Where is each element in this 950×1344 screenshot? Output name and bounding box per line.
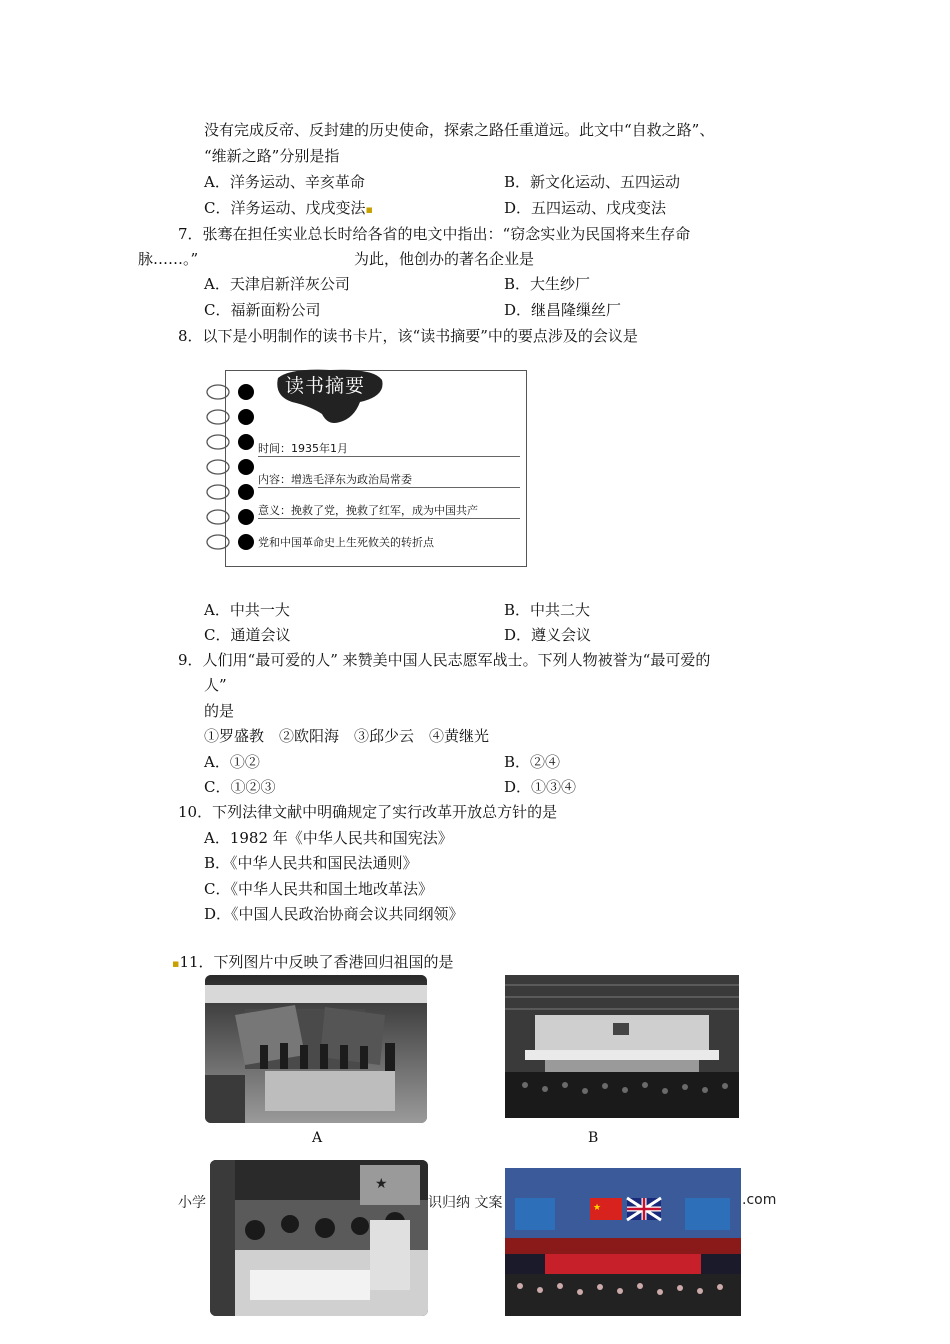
- card-row-content: 内容：增选毛泽东为政治局常委: [258, 472, 520, 488]
- q9-option-d: D．①③④: [504, 778, 577, 796]
- photo-b-caption: B: [588, 1130, 599, 1146]
- photo-a-scene-icon: [205, 975, 427, 1123]
- photo-c-scene-icon: [210, 1160, 428, 1316]
- q9-option-c: C．①②③: [204, 778, 276, 796]
- footer-right: .com: [742, 1192, 777, 1208]
- photo-b-scene-icon: [505, 975, 739, 1118]
- photo-b: [505, 975, 739, 1118]
- q6-option-d: D．五四运动、戊戌变法: [504, 199, 667, 217]
- svg-text:★: ★: [593, 1203, 602, 1213]
- q10-option-d: D．《中国人民政治协商会议共同纲领》: [204, 905, 464, 923]
- svg-text:★: ★: [375, 1176, 388, 1192]
- q8-option-d: D．遵义会议: [504, 626, 592, 644]
- q8-stem: 8．以下是小明制作的读书卡片，该“读书摘要”中的要点涉及的会议是: [178, 327, 638, 345]
- q10-option-c: C．《中华人民共和国土地改革法》: [204, 880, 433, 898]
- card-row-significance-cont: 党和中国革命史上生死攸关的转折点: [258, 536, 434, 549]
- marker-icon: ▪: [172, 957, 180, 970]
- q6-line1: 没有完成反帝、反封建的历史使命，探索之路任重道远。此文中“自救之路”、: [204, 121, 715, 139]
- photo-d: [505, 1168, 741, 1316]
- q8-option-c: C．通道会议: [204, 626, 291, 644]
- photo-a-caption: A: [312, 1130, 323, 1146]
- q9-option-a: A．①②: [204, 753, 260, 771]
- footer-left: 小学: [178, 1195, 206, 1211]
- q10-stem: 10．下列法律文献中明确规定了实行改革开放总方针的是: [178, 803, 558, 821]
- q9-line3: 的是: [204, 702, 235, 720]
- q6-option-c: C．洋务运动、戊戌变法▪: [204, 199, 373, 217]
- q6-option-a: A．洋务运动、辛亥革命: [204, 173, 365, 191]
- q7-line2b: 为此，他创办的著名企业是: [354, 250, 535, 268]
- card-row-time: 时间：1935年1月: [258, 441, 520, 457]
- q6-line2: “维新之路”分别是指: [204, 147, 340, 165]
- photo-c: [210, 1160, 428, 1316]
- footer-mid: 识归纳 文案: [428, 1195, 503, 1211]
- q6-option-b: B．新文化运动、五四运动: [504, 173, 681, 191]
- q7-option-d: D．继昌隆缫丝厂: [504, 301, 622, 319]
- marker-icon: ▪: [365, 203, 373, 216]
- q7-option-b: B．大生纱厂: [504, 275, 591, 293]
- q9-line4: ①罗盛教 ②欧阳海 ③邱少云 ④黄继光: [204, 727, 490, 745]
- q9-option-b: B．②④: [504, 753, 561, 771]
- q11-stem: ▪11．下列图片中反映了香港回归祖国的是: [172, 953, 454, 971]
- card-row-significance: 意义：挽救了党，挽救了红军，成为中国共产: [258, 503, 520, 519]
- q7-line2a: 脉……。”: [138, 250, 199, 268]
- photo-d-scene-icon: [505, 1168, 741, 1316]
- spiral-binding-icon: [204, 380, 264, 556]
- q9-line2: 人”: [204, 676, 227, 694]
- card-title: 读书摘要: [285, 375, 366, 397]
- q7-option-c: C．福新面粉公司: [204, 301, 321, 319]
- q7-option-a: A．天津启新洋灰公司: [204, 275, 350, 293]
- q9-line1: 9．人们用“最可爱的人” 来赞美中国人民志愿军战士。下列人物被誉为“最可爱的: [178, 651, 711, 669]
- q8-option-b: B．中共二大: [504, 601, 591, 619]
- q8-option-a: A．中共一大: [204, 601, 290, 619]
- q10-option-a: A．1982 年《中华人民共和国宪法》: [204, 829, 453, 847]
- q10-option-b: B．《中华人民共和国民法通则》: [204, 854, 418, 872]
- q7-line1: 7．张骞在担任实业总长时给各省的电文中指出：“窃念实业为民国将来生存命: [178, 225, 691, 243]
- photo-a: [205, 975, 427, 1123]
